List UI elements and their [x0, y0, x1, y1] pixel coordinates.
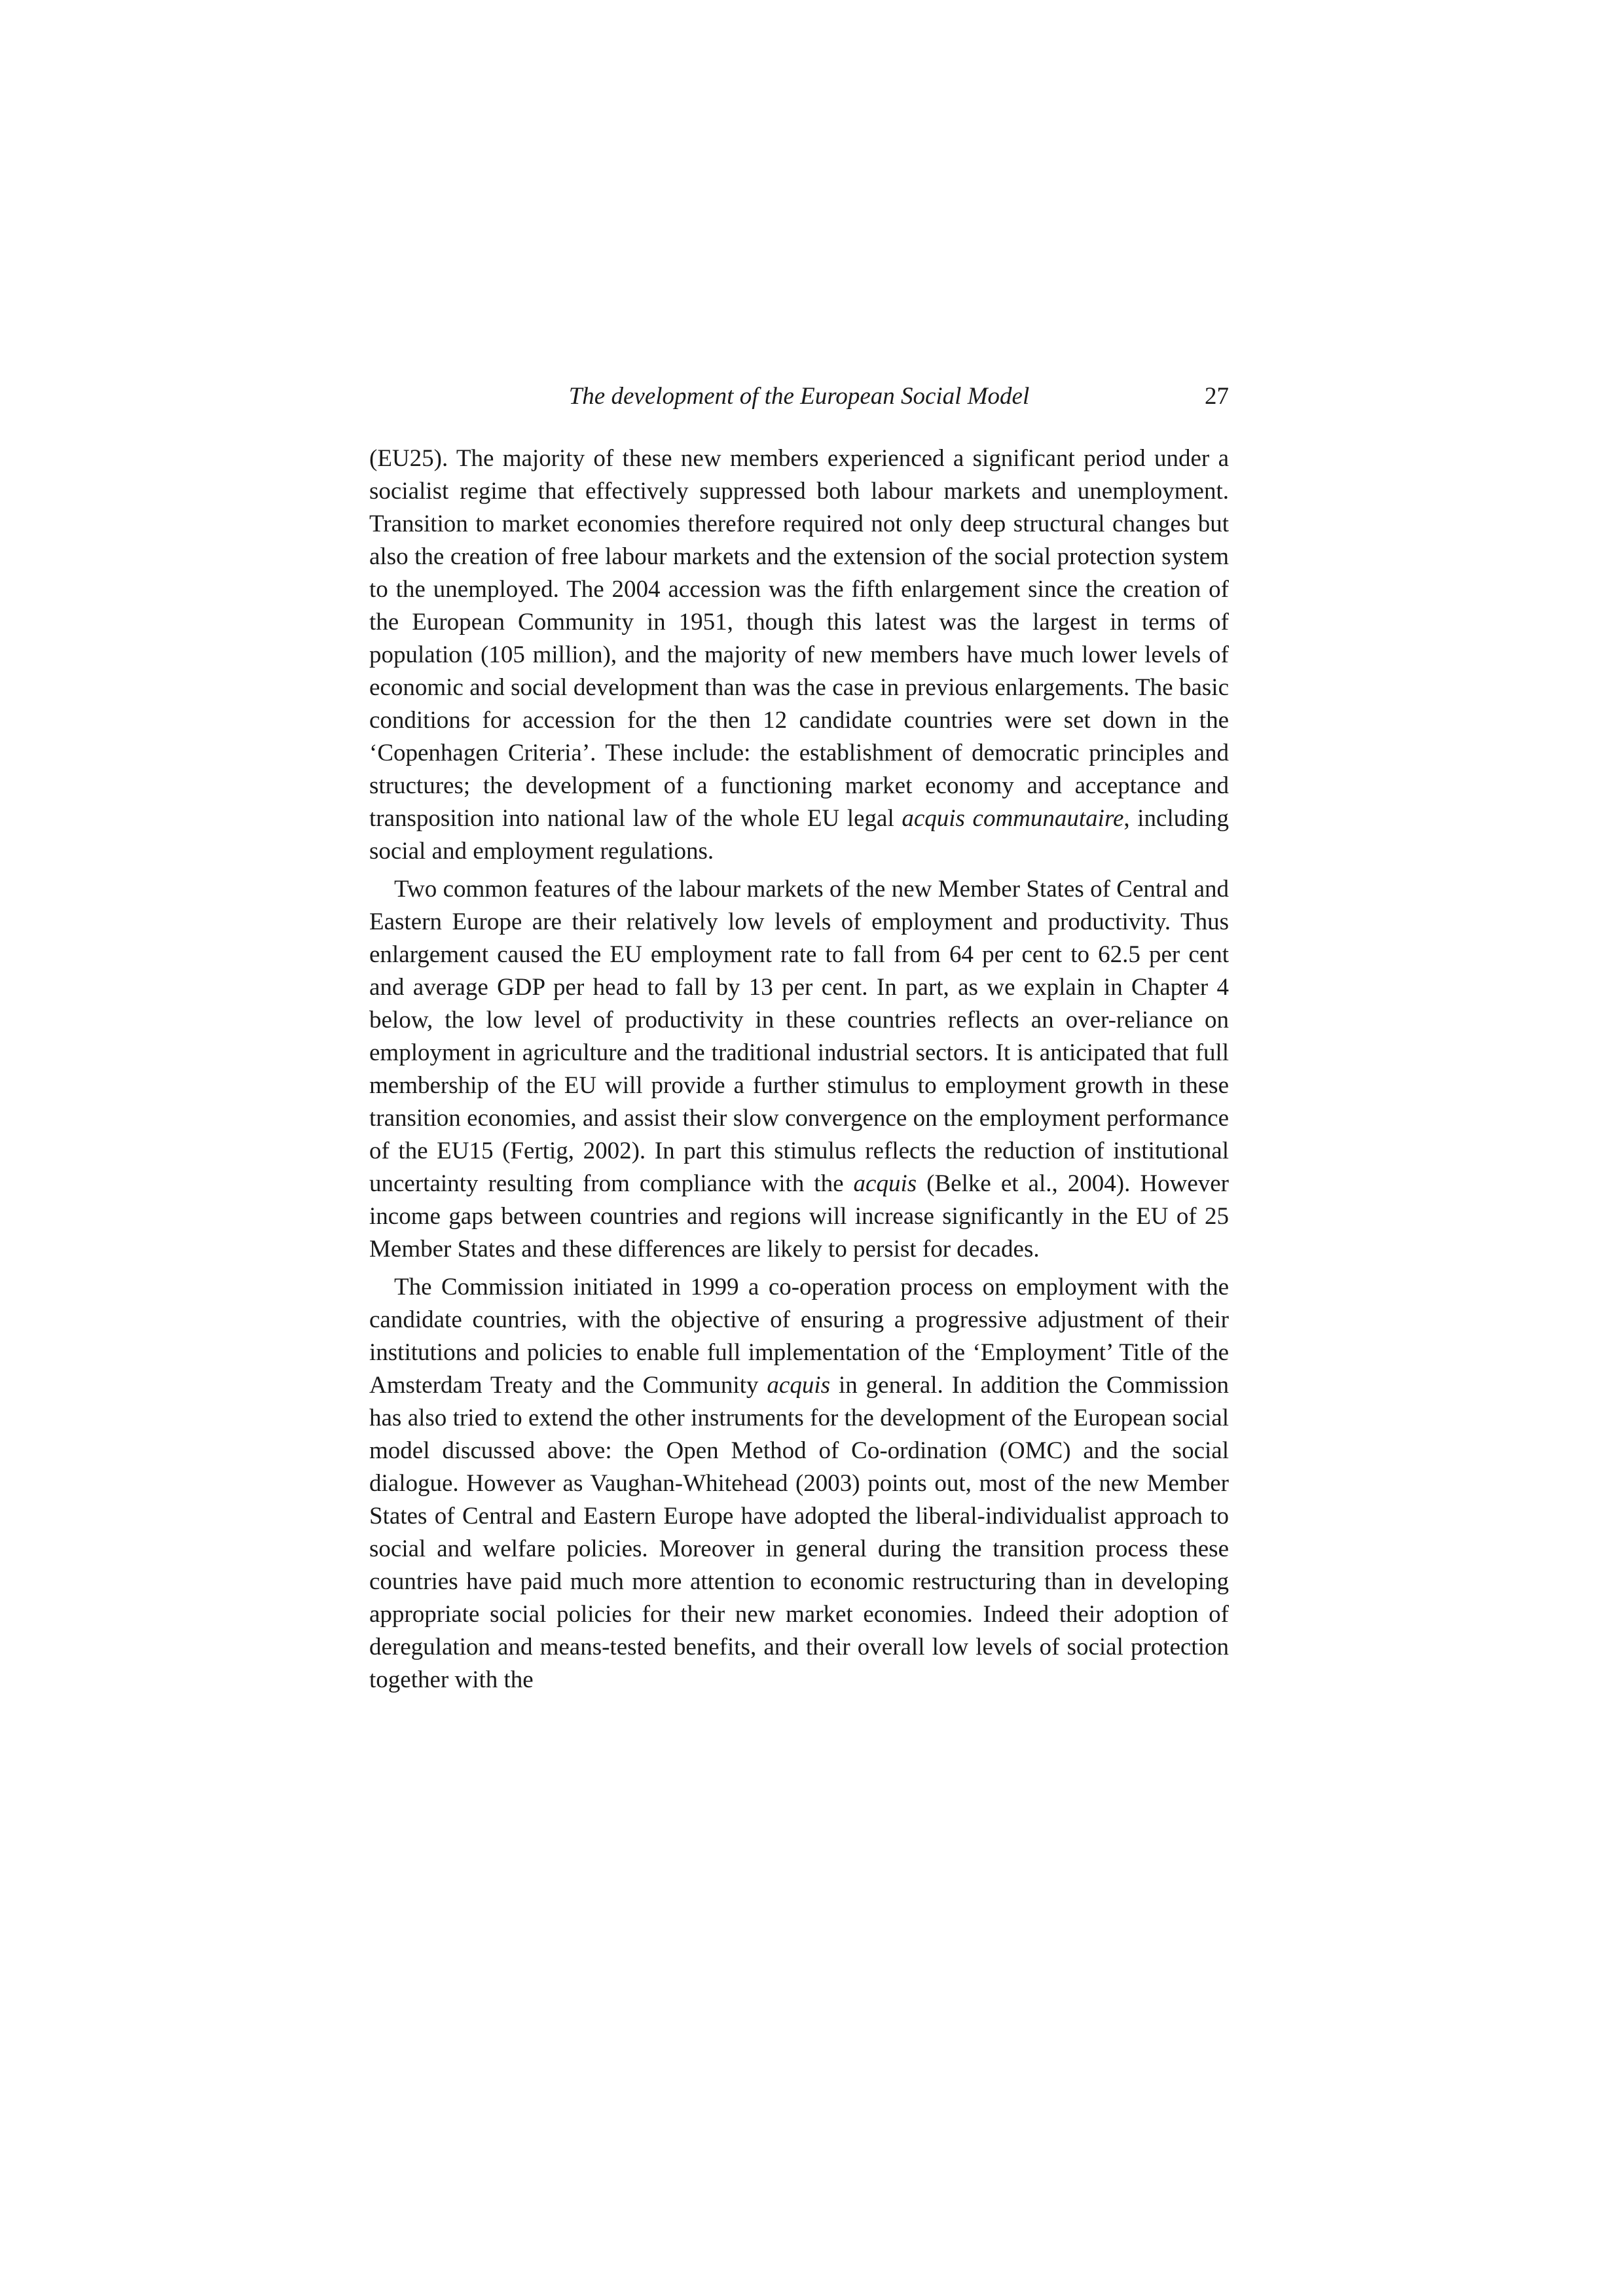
- paragraph-3-text-1: The Commission initiated in 1999 a co-operation process on employment with the candidate countries, with the objective of ensuring a progressive adjustment of their institutions and policies to enable full implementation of the ‘Employment’ Title of the Amsterdam Treaty and the Community: [369, 1274, 1229, 1399]
- paragraph-1: [369, 442, 1229, 868]
- paragraph-2: [369, 873, 1229, 1266]
- page-number: 27: [1205, 383, 1229, 410]
- paragraph-2-italic-term: acquis: [853, 1170, 917, 1197]
- paragraph-3: [369, 1271, 1229, 1696]
- paragraph-3-text-2: in general. In addition the Commission has also tried to extend the other instruments for the development of the European social model discussed above: the Open Method of Co-ordination (OMC) and the social dialogue. However as Vaughan-Whitehead (2003) points out, most of the new Member States of Central and Eastern Europe have adopted the liberal-individualist approach to social and welfare policies. Moreover in general during the transition process these countries have paid much more attention to economic restructuring than in developing appropriate social policies for their new market economies. Indeed their adoption of deregulation and means-tested benefits, and their overall low levels of social protection together with the: [369, 1372, 1229, 1693]
- paragraph-1-text-1: (EU25). The majority of these new members experienced a significant period under a socialist regime that effectively suppressed both labour markets and unemployment. Transition to market economies therefore required not only deep structural changes but also the creation of free labour markets and the extension of the social protection system to the unemployed. The 2004 accession was the fifth enlargement since the creation of the European Community in 1951, though this latest was the largest in terms of population (105 million), and the majority of new members have much lower levels of economic and social development than was the case in previous enlargements. The basic conditions for accession for the then 12 candidate countries were set down in the ‘Copenhagen Criteria’. These include: the establishment of democratic principles and structures; the development of a functioning market economy and acceptance and transposition into national law of the whole EU legal: [369, 445, 1229, 832]
- running-title: The development of the European Social Model: [568, 383, 1030, 410]
- body-text: [369, 442, 1229, 1696]
- paragraph-1-italic-term: acquis communautaire: [902, 805, 1124, 832]
- paragraph-3-italic-term: acquis: [767, 1372, 830, 1399]
- running-head: [369, 377, 1229, 416]
- paragraph-2-text-1: Two common features of the labour markets of the new Member States of Central and Eastern Europe are their relatively low levels of employment and productivity. Thus enlargement caused the EU employment rate to fall from 64 per cent to 62.5 per cent and average GDP per head to fall by 13 per cent. In part, as we explain in Chapter 4 below, the low level of productivity in these countries reflects an over-reliance on employment in agriculture and the traditional industrial sectors. It is anticipated that full membership of the EU will provide a further stimulus to employment growth in these transition economies, and assist their slow convergence on the employment performance of the EU15 (Fertig, 2002). In part this stimulus reflects the reduction of institutional uncertainty resulting from compliance with the: [369, 876, 1229, 1197]
- paragraph-1-text-2: , including social and employment regulations.: [369, 805, 1230, 865]
- paragraph-2-text-2: (Belke et al., 2004). However income gaps between countries and regions will increase significantly in the EU of 25 Member States and these differences are likely to persist for decades.: [369, 1170, 1229, 1263]
